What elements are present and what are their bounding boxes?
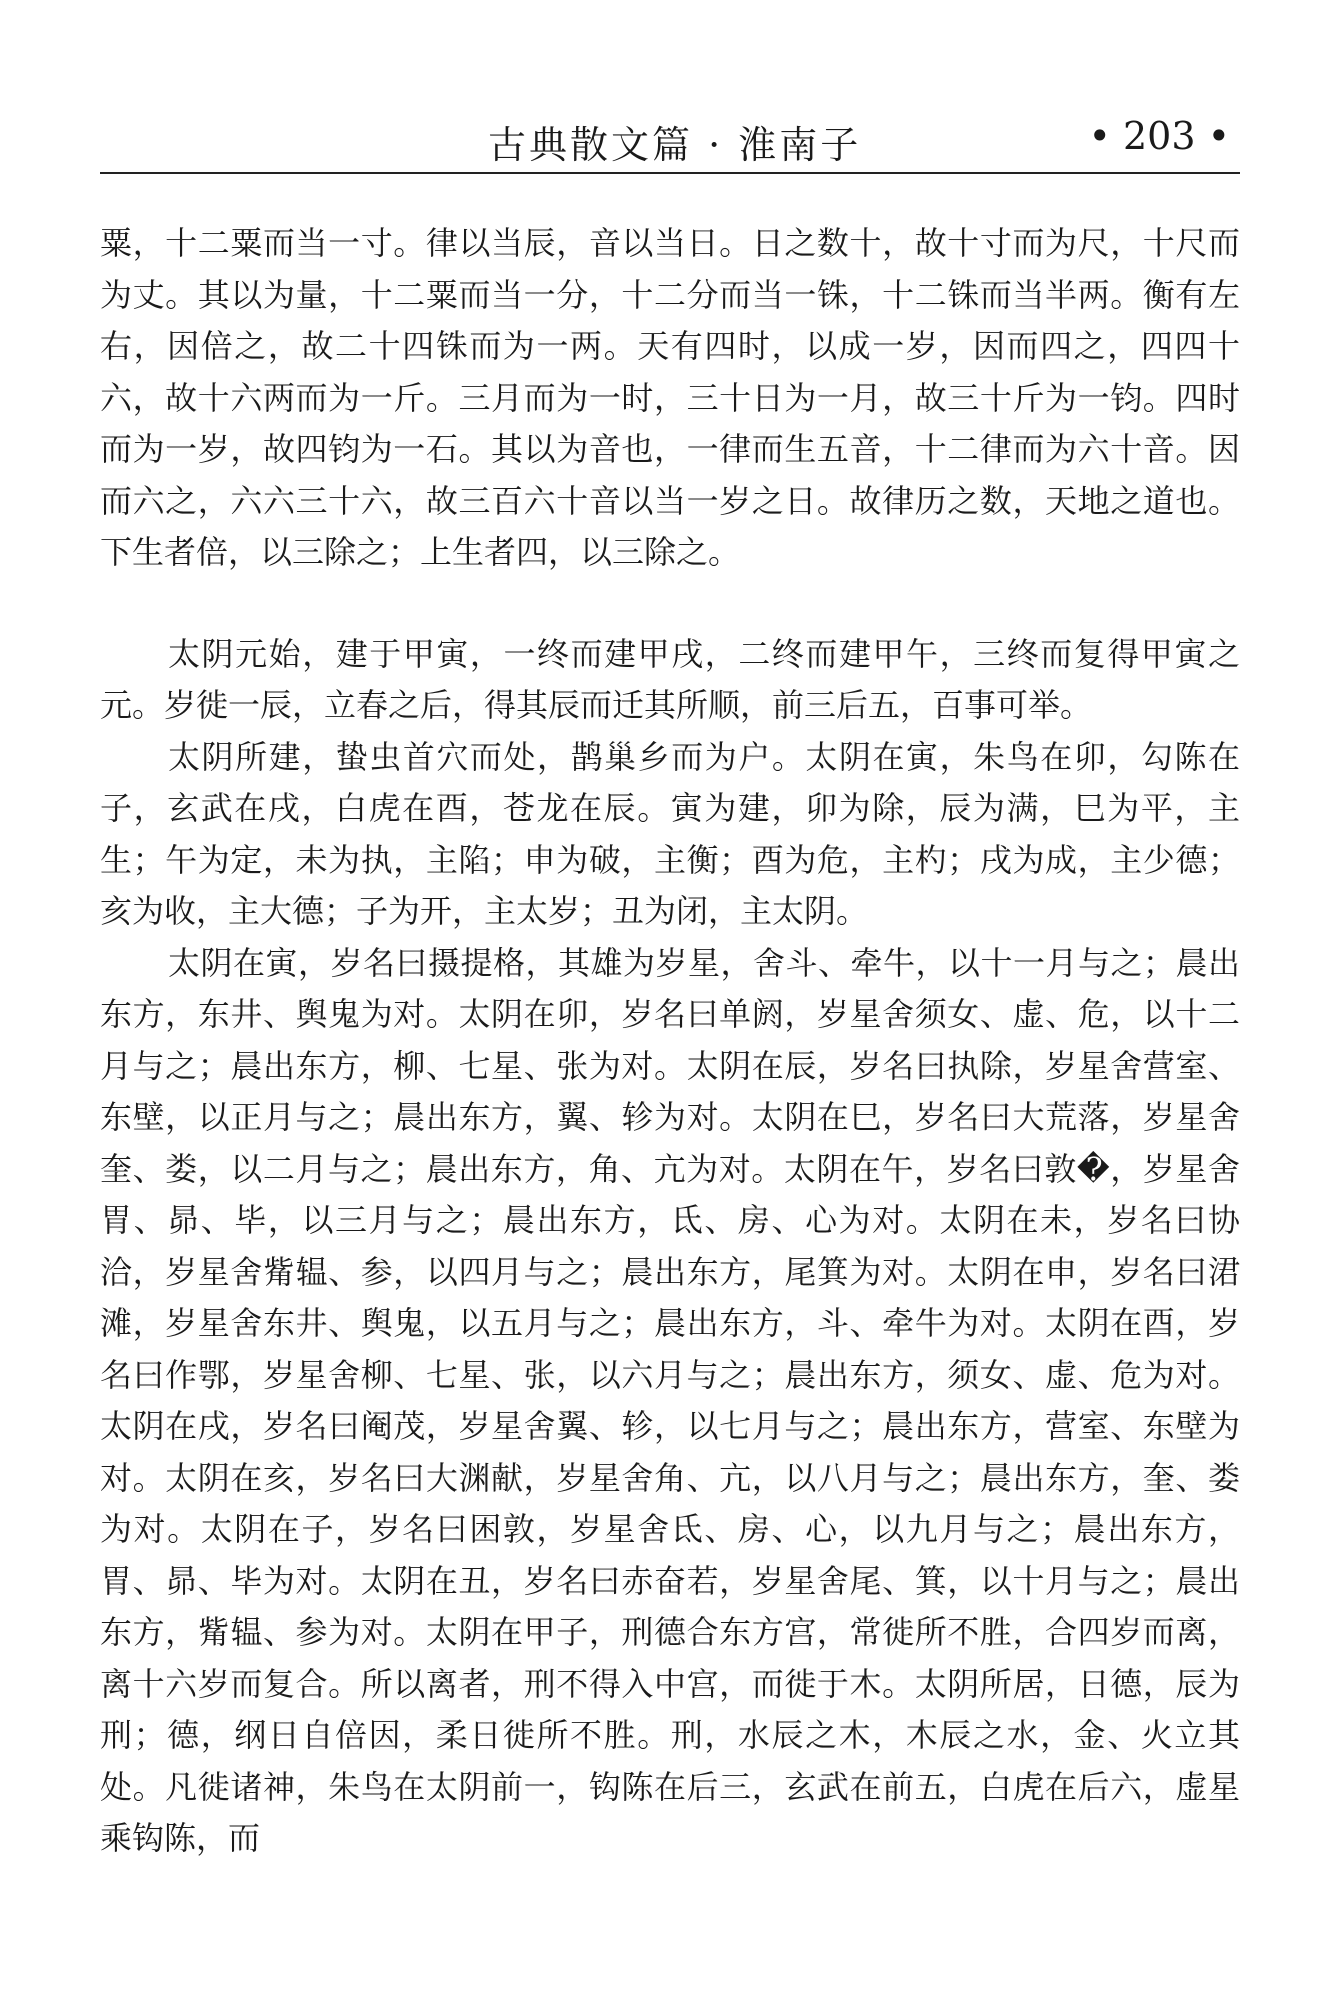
paragraph: 太阴元始，建于甲寅，一终而建甲戌，二终而建甲午，三终而复得甲寅之元。岁徙一辰，立春之后，得其辰而迁其所顺，前三后五，百事可举。 [100, 634, 1240, 724]
paragraph: 太阴所建，蛰虫首穴而处，鹊巢乡而为户。太阴在寅，朱鸟在卯，勾陈在子，玄武在戌，白虎在酉，苍龙在辰。寅为建，卯为除，辰为满，巳为平，主生；午为定，未为执，主陷；申为破，主衡；酉为危，主杓；戌为成，主少德；亥为收，主大德；子为开，主太岁；丑为闭，主太阴。 [100, 737, 1240, 930]
body-text [100, 218, 1240, 1865]
paragraph: 粟，十二粟而当一寸。律以当辰，音以当日。日之数十，故十寸而为尺，十尺而为丈。其以为量，十二粟而当一分，十二分而当一铢，十二铢而当半两。衡有左右，因倍之，故二十四铢而为一两。天有四时，以成一岁，因而四之，四四十六，故十六两而为一斤。三月而为一时，三十日为一月，故三十斤为一钧。四时而为一岁，故四钧为一石。其以为音也，一律而生五音，十二律而为六十音。因而六之，六六三十六，故三百六十音以当一岁之日。故律历之数，天地之道也。下生者倍，以三除之；上生者四，以三除之。 [100, 224, 1240, 571]
header-title: 古典散文篇 · 淮南子 [488, 123, 862, 167]
running-header [100, 108, 1240, 170]
paragraph: 太阴在寅，岁名曰摄提格，其雄为岁星，舍斗、牵牛，以十一月与之；晨出东方，东井、舆鬼为对。太阴在卯，岁名曰单阏，岁星舍须女、虚、危，以十二月与之；晨出东方，柳、七星、张为对。太阴在辰，岁名曰执除，岁星舍营室、东壁，以正月与之；晨出东方，翼、轸为对。太阴在巳，岁名曰大荒落，岁星舍奎、娄，以二月与之；晨出东方，角、亢为对。太阴在午，岁名曰敦�，岁星舍胃、昴、毕，以三月与之；晨出东方，氐、房、心为对。太阴在未，岁名曰协洽，岁星舍觜辒、参，以四月与之；晨出东方，尾箕为对。太阴在申，岁名曰涒滩，岁星舍东井、舆鬼，以五月与之；晨出东方，斗、牵牛为对。太阴在酉，岁名曰作鄂，岁星舍柳、七星、张，以六月与之；晨出东方，须女、虚、危为对。太阴在戌，岁名曰阉茂，岁星舍翼、轸，以七月与之；晨出东方，营室、东壁为对。太阴在亥，岁名曰大渊献，岁星舍角、亢，以八月与之；晨出东方，奎、娄为对。太阴在子，岁名曰困敦，岁星舍氐、房、心，以九月与之；晨出东方，胃、昴、毕为对。太阴在丑，岁名曰赤奋若，岁星舍尾、箕，以十月与之；晨出东方，觜辒、参为对。太阴在甲子，刑德合东方宫，常徙所不胜，合四岁而离，离十六岁而复合。所以离者，刑不得入中宫，而徙于木。太阴所居，日德，辰为刑；德，纲日自倍因，柔日徙所不胜。刑，水辰之木，木辰之水，金、火立其处。凡徙诸神，朱鸟在太阴前一，钩陈在后三，玄武在前五，白虎在后六，虚星乘钩陈，而 [100, 943, 1240, 1857]
header-divider [100, 172, 1240, 174]
page-number: • 203 • [1088, 114, 1230, 158]
